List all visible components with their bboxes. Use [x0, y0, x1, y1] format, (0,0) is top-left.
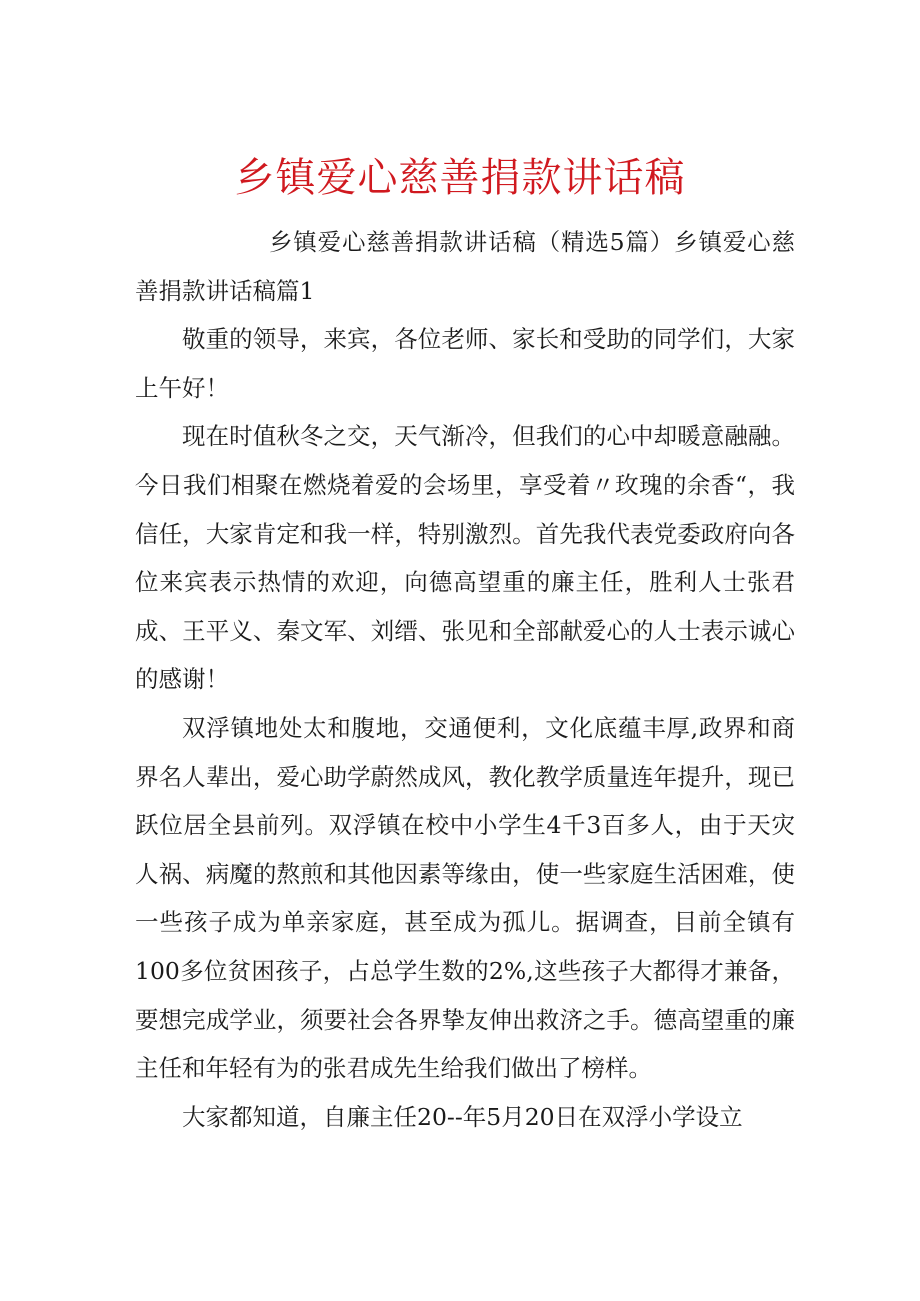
paragraph-history: 大家都知道，自廉主任20--年5月20日在双浮小学设立	[182, 1102, 743, 1131]
document-title: 乡镇爱心慈善捐款讲话稿	[234, 155, 686, 201]
paragraph-town-overview: 双浮镇地处太和腹地，交通便利，文化底蕴丰厚,政界和商界名人辈出，爱心助学蔚然成风，教化教学质量连年提升，现已跃位居全县前列。双浮镇在校中小学生4千3百多人，由于天灾人祸、病魔的熬煎和其他因素等缘由，使一些家庭生活困难，使一些孩子成为单亲家庭，甚至成为孤儿。据调查，目前全镇有100多位贫困孩子，占总学生数的2%,这些孩子大都得才兼备，要想完成学业，须要社会各界挚友伸出救济之手。德高望重的廉主任和年轻有为的张君成先生给我们做出了榜样。	[135, 713, 795, 1083]
paragraph-intro: 乡镇爱心慈善捐款讲话稿（精选5篇）乡镇爱心慈善捐款讲话稿篇1	[135, 228, 795, 305]
document-body	[135, 218, 795, 1141]
paragraph-greeting: 敬重的领导，来宾，各位老师、家长和受助的同学们，大家上午好！	[135, 325, 795, 402]
paragraph-welcome: 现在时值秋冬之交，天气渐冷，但我们的心中却暖意融融。今日我们相聚在燃烧着爱的会场里，享受着〃玫瑰的余香“，我信任，大家肯定和我一样，特别激烈。首先我代表党委政府向各位来宾表示热情的欢迎，向德高望重的廉主任，胜利人士张君成、王平义、秦文军、刘缙、张见和全部献爱心的人士表示诚心的感谢！	[135, 422, 795, 694]
